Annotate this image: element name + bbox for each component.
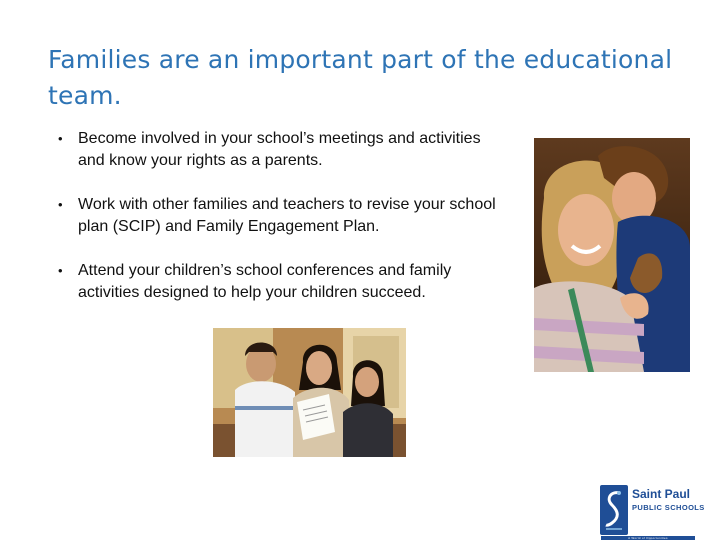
logo-subtitle: PUBLIC SCHOOLS — [632, 503, 705, 512]
family-reading-photo — [213, 328, 406, 457]
bullet-marker: • — [58, 131, 63, 146]
bullet-item — [58, 128, 498, 172]
logo-name: Saint Paul — [632, 487, 691, 501]
slide-title: Families are an important part of the educational team. — [48, 45, 673, 110]
bullet-list — [58, 128, 498, 326]
bullet-text: Attend your children’s school conferences and family activities designed to help your children succeed. — [78, 262, 452, 301]
saint-paul-public-schools-logo — [600, 485, 705, 540]
logo-tagline: A World of Opportunities — [601, 536, 695, 540]
bullet-item — [58, 194, 498, 238]
bullet-marker: • — [58, 263, 63, 278]
bullet-marker: • — [58, 197, 63, 212]
bullet-item — [58, 260, 498, 304]
bullet-text: Become involved in your school’s meetings and activities and know your rights as a parents. — [78, 130, 481, 169]
bullet-text: Work with other families and teachers to revise your school plan (SCIP) and Family Engagement Plan. — [78, 196, 496, 235]
sps-emblem-icon — [600, 485, 628, 535]
mother-child-photo — [534, 138, 690, 372]
